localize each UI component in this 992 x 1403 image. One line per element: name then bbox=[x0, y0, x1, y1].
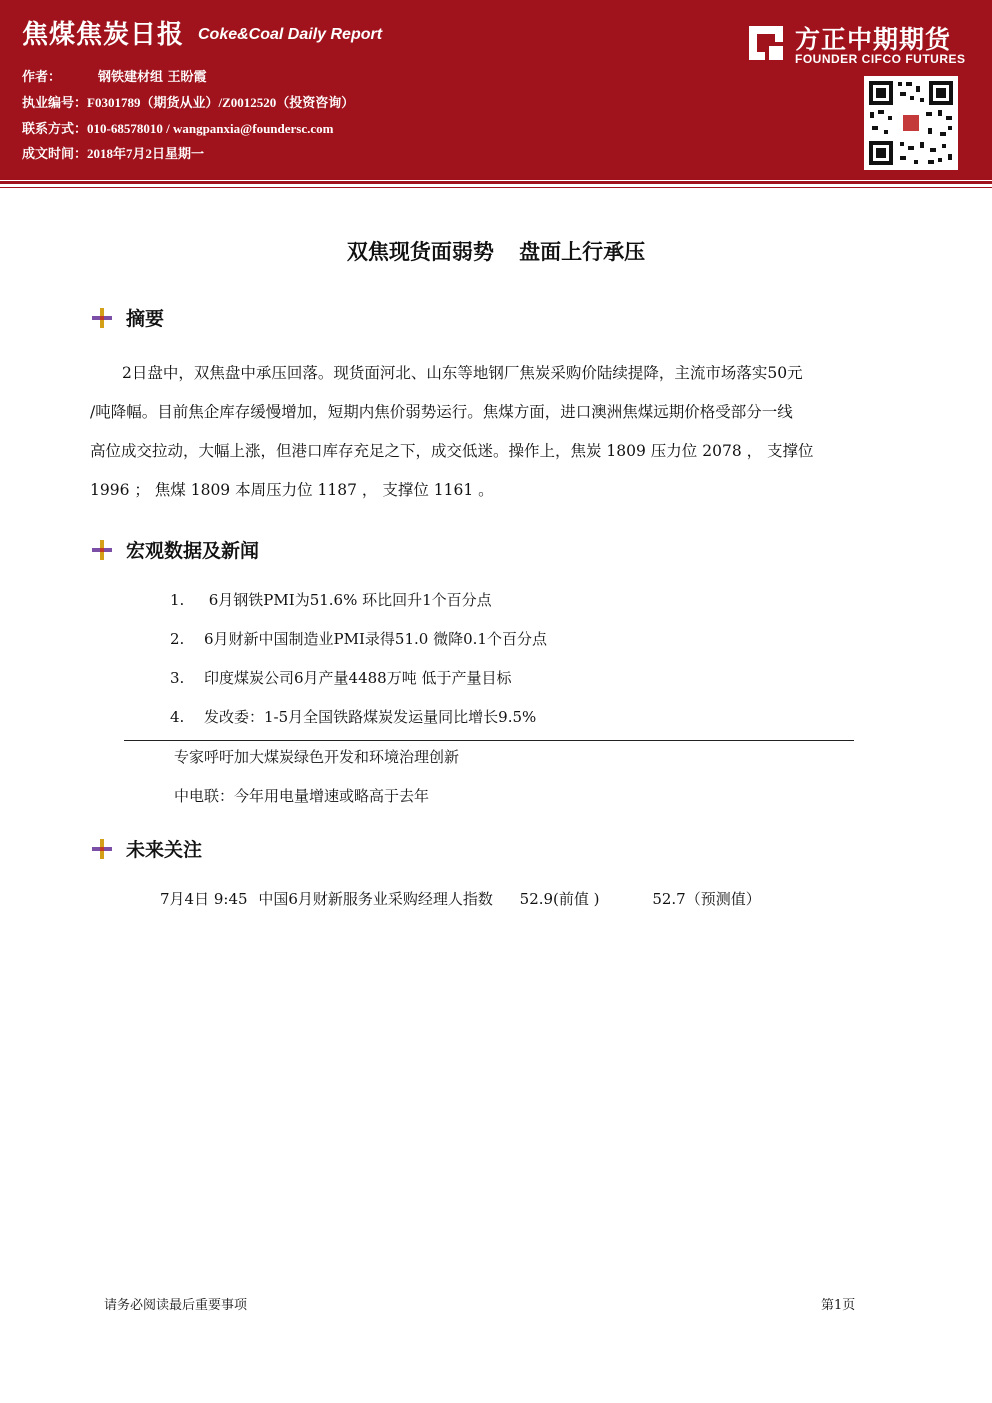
header-rule-thick bbox=[0, 181, 992, 184]
news-item: 中电联：今年用电量增速或略高于去年 bbox=[174, 787, 430, 805]
event-name: 中国6月财新服务业采购经理人指数 bbox=[258, 890, 493, 908]
summary-line: /吨降幅。目前焦企库存缓慢增加，短期内焦价弱势运行。焦煤方面，进口澳洲焦煤远期价格受部分一线 bbox=[90, 403, 793, 421]
author-row bbox=[22, 66, 207, 85]
logo-text-en: FOUNDER CIFCO FUTURES bbox=[795, 52, 966, 66]
summary-paragraph bbox=[90, 354, 904, 510]
summary-line: 高位成交拉动，大幅上涨，但港口库存充足之下，成交低迷。操作上，焦炭 1809 压力位 2078 ， 支撑位 bbox=[90, 442, 814, 460]
list-item-text: 6月财新中国制造业PMI录得51.0 微降0.1个百分点 bbox=[204, 630, 547, 648]
license-value: F0301789（期货从业）/Z0012520（投资咨询） bbox=[87, 95, 355, 110]
author-value: 钢铁建材组 王盼霞 bbox=[98, 70, 207, 85]
list-item-number: 4. bbox=[170, 708, 185, 726]
event-previous: 52.9(前值 ) bbox=[519, 890, 600, 908]
date-row bbox=[22, 143, 204, 162]
list-item-number: 2. bbox=[170, 630, 185, 648]
list-item-text: 印度煤炭公司6月产量4488万吨 低于产量目标 bbox=[204, 669, 512, 687]
section-bullet-icon bbox=[92, 308, 112, 328]
list-item-text: 发改委：1-5月全国铁路煤炭发运量同比增长9.5% bbox=[204, 708, 537, 726]
section-macro-heading bbox=[92, 536, 259, 563]
license-label: 执业编号： bbox=[22, 96, 88, 111]
summary-line: 2日盘中，双焦盘中承压回落。现货面河北、山东等地钢厂焦炭采购价陆续提降，主流市场落实50元 bbox=[122, 364, 803, 382]
logo-text-cn: 方正中期期货 bbox=[795, 25, 952, 54]
macro-list-item bbox=[170, 589, 492, 610]
contact-label: 联系方式： bbox=[22, 122, 88, 137]
macro-list-item bbox=[170, 628, 547, 649]
company-logo bbox=[745, 20, 975, 68]
list-item-number: 3. bbox=[170, 669, 185, 687]
section-bullet-icon bbox=[92, 839, 112, 859]
author-label: 作者： bbox=[22, 70, 62, 85]
contact-value: 010-68578010 / wangpanxia@foundersc.com bbox=[87, 121, 334, 136]
section-divider bbox=[124, 740, 854, 741]
macro-list-item bbox=[170, 706, 536, 727]
news-item: 专家呼吁加大煤炭绿色开发和环境治理创新 bbox=[174, 748, 460, 766]
page-number: 第1页 bbox=[821, 1298, 856, 1313]
event-date: 7月4日 9:45 bbox=[160, 890, 248, 908]
header-rule-thin bbox=[0, 187, 992, 188]
document-title: 双焦现货面弱势 盘面上行承压 bbox=[346, 240, 646, 264]
macro-list-item bbox=[170, 667, 512, 688]
section-bullet-icon bbox=[92, 540, 112, 560]
summary-line: 1996 ； 焦煤 1809 本周压力位 1187 ， 支撑位 1161 。 bbox=[90, 481, 494, 499]
date-value: 2018年7月2日星期一 bbox=[87, 146, 205, 161]
section-future-heading bbox=[92, 835, 202, 862]
report-header bbox=[0, 0, 992, 180]
report-title-en: Coke&Coal Daily Report bbox=[198, 26, 383, 43]
report-title-cn: 焦煤焦炭日报 bbox=[22, 20, 185, 50]
logo-mark-icon bbox=[745, 22, 787, 64]
footer-notice: 请务必阅读最后重要事项 bbox=[104, 1298, 248, 1313]
section-summary-label: 摘要 bbox=[126, 308, 165, 330]
future-event-row bbox=[160, 888, 761, 909]
section-macro-label: 宏观数据及新闻 bbox=[126, 540, 260, 562]
list-item-number: 1. bbox=[170, 591, 185, 609]
license-row bbox=[22, 92, 354, 111]
section-future-label: 未来关注 bbox=[126, 839, 203, 861]
contact-row bbox=[22, 118, 333, 137]
event-forecast: 52.7（预测值） bbox=[652, 890, 761, 908]
date-label: 成文时间： bbox=[22, 147, 88, 162]
qr-code-icon bbox=[864, 76, 958, 170]
list-item-text: 6月钢铁PMI为51.6% 环比回升1个百分点 bbox=[204, 591, 492, 609]
section-summary-heading bbox=[92, 304, 164, 331]
